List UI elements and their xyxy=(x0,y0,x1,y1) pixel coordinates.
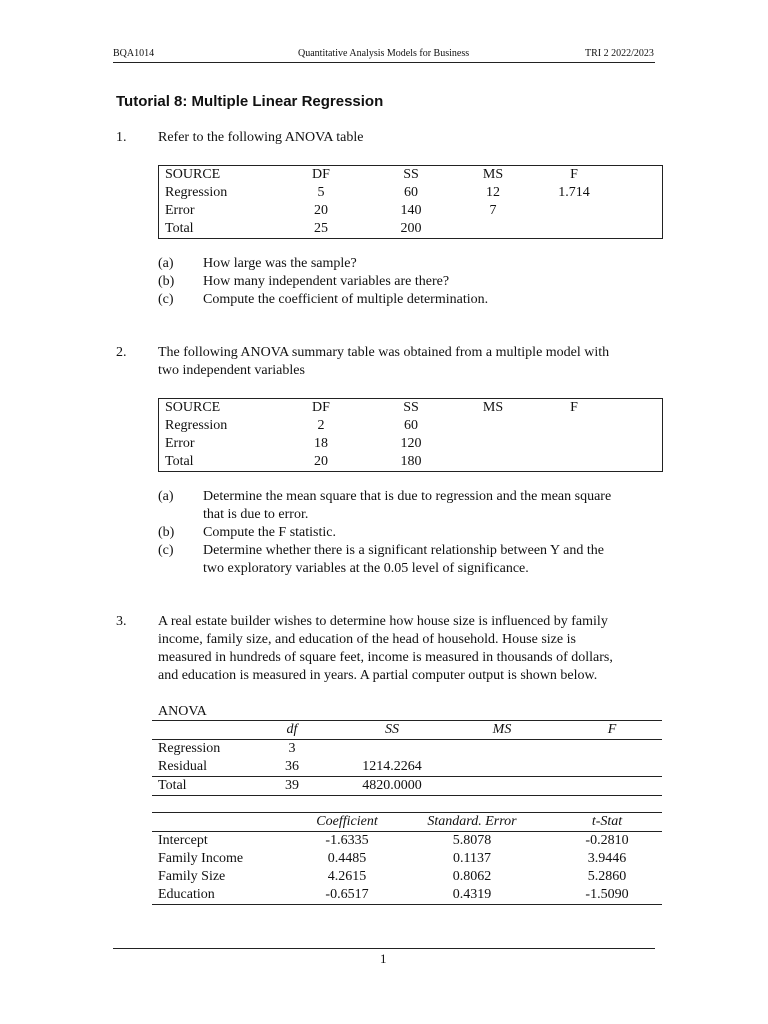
table-cell: SS xyxy=(403,400,419,415)
table-cell: MS xyxy=(482,400,504,415)
table-cell: 5.8078 xyxy=(452,833,492,848)
question-number: 1. xyxy=(116,130,127,145)
table-header xyxy=(159,166,662,184)
table-cell: F xyxy=(570,167,578,182)
anova-table xyxy=(158,398,663,472)
page-title: Tutorial 8: Multiple Linear Regression xyxy=(116,93,384,110)
table-cell: MS xyxy=(492,722,512,737)
table-cell: Regression xyxy=(165,418,228,433)
table-cell: 60 xyxy=(404,418,418,433)
question-text: Refer to the following ANOVA table xyxy=(158,130,364,145)
table-cell: Error xyxy=(165,203,195,218)
table-cell: 7 xyxy=(489,203,497,218)
header-rule xyxy=(113,62,655,63)
table-cell: Family Income xyxy=(158,851,244,866)
part-text: How large was the sample? xyxy=(203,256,357,271)
header-course-code: BQA1014 xyxy=(113,48,155,59)
part-label: (a) xyxy=(158,489,174,504)
anova-table xyxy=(158,165,663,239)
table-cell: 12 xyxy=(486,185,500,200)
page-number: 1 xyxy=(380,951,387,966)
table-cell: 39 xyxy=(285,778,299,793)
table-cell: -0.6517 xyxy=(325,887,369,902)
table-cell: 120 xyxy=(400,436,422,451)
table-cell: 0.1137 xyxy=(453,851,491,866)
part-text: two exploratory variables at the 0.05 level of significance. xyxy=(203,561,529,576)
table-row xyxy=(152,832,662,850)
table-row xyxy=(152,886,662,904)
table-row xyxy=(152,740,662,758)
question-text: The following ANOVA summary table was obtained from a multiple model with xyxy=(158,345,610,360)
part-text: Determine whether there is a significant relationship between Y and the xyxy=(203,543,604,558)
anova-output-table xyxy=(152,720,662,796)
table-cell: 200 xyxy=(400,221,422,236)
table-header xyxy=(152,721,662,739)
part-label: (c) xyxy=(158,292,174,307)
part-label: (b) xyxy=(158,274,175,289)
table-cell: 1214.2264 xyxy=(362,759,422,774)
part-text: that is due to error. xyxy=(203,507,309,522)
table-row xyxy=(159,417,662,435)
table-cell: 140 xyxy=(400,203,422,218)
header-term: TRI 2 2022/2023 xyxy=(585,48,654,59)
table-cell: Regression xyxy=(165,185,228,200)
header-course-name: Quantitative Analysis Models for Business xyxy=(298,48,470,59)
table-cell: 18 xyxy=(314,436,328,451)
question-number: 3. xyxy=(116,614,127,629)
anova-label: ANOVA xyxy=(158,704,207,719)
table-row xyxy=(159,202,662,220)
table-cell: -1.5090 xyxy=(585,887,629,902)
table-cell: 20 xyxy=(314,203,328,218)
table-row xyxy=(159,453,662,471)
table-cell: Total xyxy=(158,778,187,793)
table-cell: 3.9446 xyxy=(587,851,627,866)
table-row xyxy=(152,758,662,776)
table-cell: Family Size xyxy=(158,869,226,884)
table-cell: Total xyxy=(165,454,194,469)
table-cell: Education xyxy=(158,887,215,902)
table-row xyxy=(152,850,662,868)
question-text: income, family size, and education of the head of household. House size is xyxy=(158,632,576,647)
part-label: (a) xyxy=(158,256,174,271)
question-text: two independent variables xyxy=(158,363,305,378)
footer-rule xyxy=(113,948,655,949)
table-cell: SS xyxy=(385,722,399,737)
table-cell: 5.2860 xyxy=(587,869,627,884)
question-number: 2. xyxy=(116,345,127,360)
table-row xyxy=(159,184,662,202)
table-cell: Error xyxy=(165,436,195,451)
table-cell: 36 xyxy=(285,759,299,774)
table-cell: Residual xyxy=(158,759,207,774)
table-cell: 3 xyxy=(288,741,296,756)
table-cell: Standard. Error xyxy=(427,814,517,829)
table-cell: -1.6335 xyxy=(325,833,369,848)
part-text: How many independent variables are there? xyxy=(203,274,450,289)
question-text: measured in hundreds of square feet, income is measured in thousands of dollars, xyxy=(158,650,613,665)
table-header xyxy=(152,813,662,831)
table-header xyxy=(159,399,662,417)
table-cell: Intercept xyxy=(158,833,208,848)
table-cell: Regression xyxy=(158,741,221,756)
table-cell: SOURCE xyxy=(165,167,221,182)
part-label: (c) xyxy=(158,543,174,558)
table-cell: F xyxy=(570,400,578,415)
table-cell: df xyxy=(286,722,298,737)
table-cell: SS xyxy=(403,167,419,182)
table-row xyxy=(159,220,662,238)
question-text: A real estate builder wishes to determine how house size is influenced by family xyxy=(158,614,608,629)
table-row xyxy=(152,777,662,795)
table-cell: MS xyxy=(482,167,504,182)
table-cell: 0.8062 xyxy=(452,869,492,884)
table-cell: F xyxy=(607,722,617,737)
part-text: Compute the coefficient of multiple determination. xyxy=(203,292,489,307)
table-row xyxy=(159,435,662,453)
coefficients-table xyxy=(152,812,662,905)
table-cell: 0.4485 xyxy=(327,851,367,866)
table-row xyxy=(152,868,662,886)
table-cell: 4820.0000 xyxy=(362,778,422,793)
table-cell: 180 xyxy=(400,454,422,469)
part-text: Compute the F statistic. xyxy=(203,525,336,540)
table-cell: DF xyxy=(312,400,330,415)
table-cell: DF xyxy=(312,167,330,182)
table-cell: t-Stat xyxy=(591,814,623,829)
question-text: and education is measured in years. A partial computer output is shown below. xyxy=(158,668,598,683)
table-cell: 4.2615 xyxy=(327,869,367,884)
table-cell: Coefficient xyxy=(316,814,378,829)
table-cell: SOURCE xyxy=(165,400,221,415)
table-cell: 2 xyxy=(317,418,325,433)
part-text: Determine the mean square that is due to regression and the mean square xyxy=(203,489,612,504)
table-cell: Total xyxy=(165,221,194,236)
table-cell: -0.2810 xyxy=(585,833,629,848)
table-cell: 5 xyxy=(317,185,325,200)
table-cell: 0.4319 xyxy=(452,887,492,902)
table-cell: 20 xyxy=(314,454,328,469)
table-cell: 1.714 xyxy=(558,185,590,200)
table-cell: 60 xyxy=(404,185,418,200)
part-label: (b) xyxy=(158,525,175,540)
table-cell: 25 xyxy=(314,221,328,236)
